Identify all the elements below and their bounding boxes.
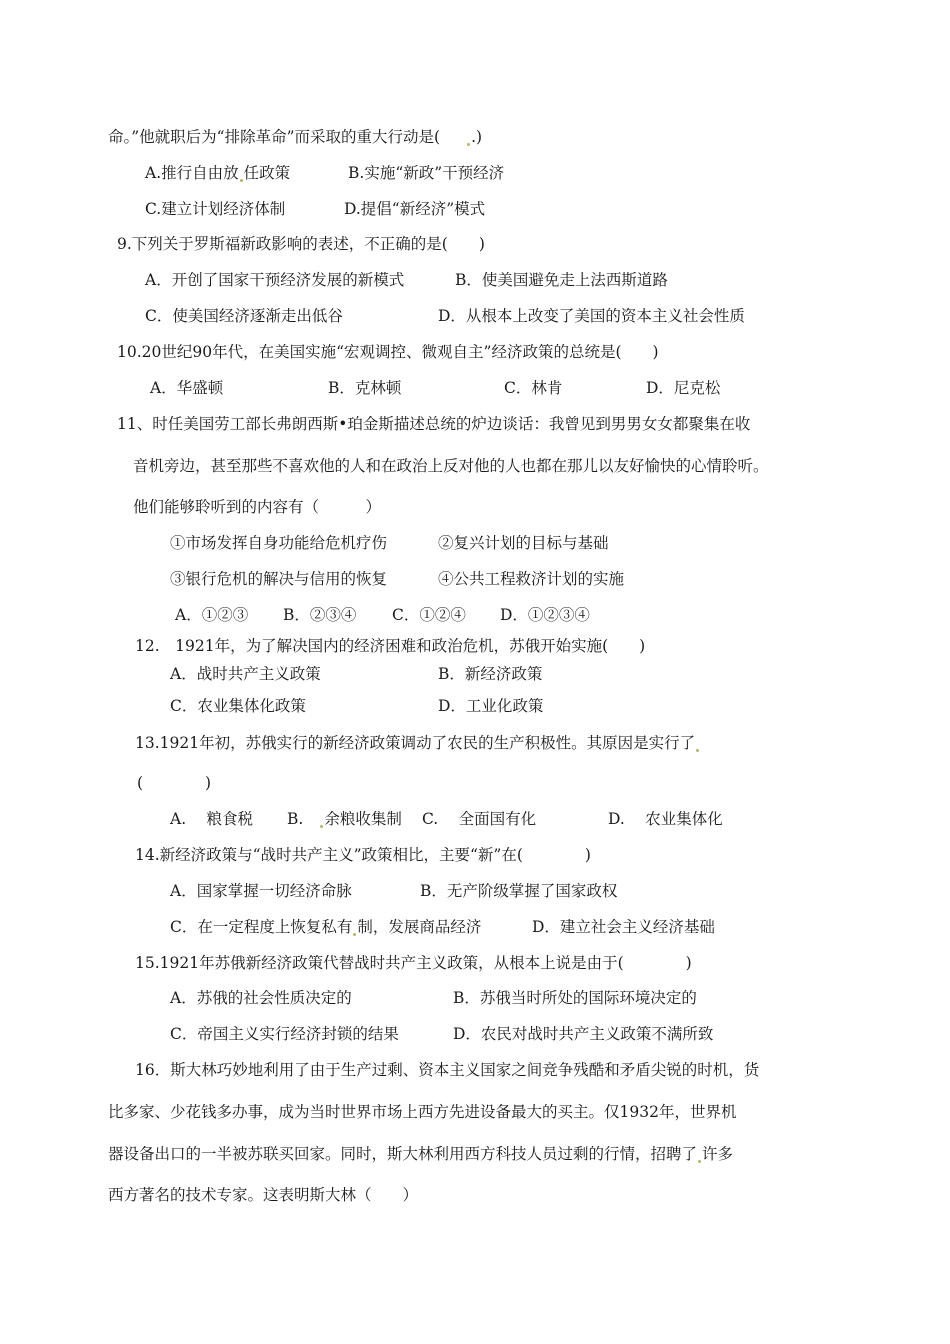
q8-option-a-part1: A.推行自由放 [145, 164, 239, 182]
q8-stem-text: 命。”他就职后为“排除革命”而采取的重大行动是( [108, 128, 441, 146]
q11-option-c: C．①②④ [392, 606, 466, 624]
q13-option-b-letter: B. [287, 810, 304, 828]
q10-option-a: A．华盛顿 [150, 379, 224, 397]
q14-stem: 14.新经济政策与“战时共产主义”政策相比，主要“新”在( ) [135, 846, 591, 864]
q11-option-a: A．①②③ [175, 606, 249, 624]
q16-stem-line1: 16．斯大林巧妙地利用了由于生产过剩、资本主义国家之间竞争残酷和矛盾尖锐的时机，货 [135, 1061, 760, 1079]
q9-option-c: C．使美国经济逐渐走出低谷 [145, 307, 343, 325]
q11-option-b: B．②③④ [283, 606, 357, 624]
q13-option-a: A. 粮食税 [170, 810, 254, 828]
q8-option-b: B.实施“新政”干预经济 [348, 164, 505, 182]
q11-stem-line1: 11、时任美国劳工部长弗朗西斯•珀金斯描述总统的炉边谈话：我曾见到男男女女都聚集在收 [117, 415, 751, 433]
q10-option-c: C．林肯 [504, 379, 563, 397]
q13-option-c: C. 全面国有化 [422, 810, 537, 828]
q8-stem-close: .) [471, 128, 483, 146]
q15-stem: 15.1921年苏俄新经济政策代替战时共产主义政策，从根本上说是由于( ) [135, 954, 692, 972]
q10-stem: 10.20世纪90年代，在美国实施“宏观调控、微观自主”经济政策的总统是( ) [117, 343, 659, 361]
q16-stem-line3-part2: 许多 [702, 1145, 734, 1163]
q15-option-a: A．苏俄的社会性质决定的 [170, 989, 352, 1007]
q11-item-4: ④公共工程救济计划的实施 [438, 570, 625, 588]
q12-option-b: B．新经济政策 [438, 665, 543, 683]
q15-option-b: B．苏俄当时所处的国际环境决定的 [453, 989, 697, 1007]
q16-stem-line2: 比多家、少花钱多办事，成为当时世界市场上西方先进设备最大的买主。仅1932年，世界机 [108, 1103, 737, 1121]
speck-mark [320, 825, 323, 828]
q9-option-a: A．开创了国家干预经济发展的新模式 [145, 271, 405, 289]
q14-option-d: D．建立社会主义经济基础 [532, 918, 715, 936]
q14-option-a: A．国家掌握一切经济命脉 [170, 882, 352, 900]
q16-stem-line4: 西方著名的技术专家。这表明斯大林（ ） [108, 1186, 419, 1204]
q8-option-c: C.建立计划经济体制 [145, 200, 286, 218]
q13-option-b [287, 809, 402, 829]
q13-option-d: D. 农业集体化 [608, 810, 723, 828]
q8-stem-tail [108, 127, 482, 147]
q10-option-d: D．尼克松 [646, 379, 721, 397]
speck-mark [467, 143, 470, 146]
q15-option-c: C．帝国主义实行经济封锁的结果 [170, 1025, 399, 1043]
q11-option-d: D．①②③④ [500, 606, 590, 624]
q11-item-3: ③银行危机的解决与信用的恢复 [170, 570, 388, 588]
q14-option-c-part2: 制，发展商品经济 [357, 918, 482, 936]
q9-option-d: D．从根本上改变了美国的资本主义社会性质 [438, 307, 745, 325]
q12-option-c: C．农业集体化政策 [170, 697, 306, 715]
q10-option-b: B．克林顿 [328, 379, 402, 397]
speck-mark [696, 749, 699, 752]
q11-item-1: ①市场发挥自身功能给危机疗伤 [170, 534, 388, 552]
q14-option-c-part1: C．在一定程度上恢复私有 [170, 918, 353, 936]
q9-stem: 9.下列关于罗斯福新政影响的表述，不正确的是( ) [117, 235, 485, 253]
q13-option-b-text: 余粮收集制 [324, 810, 402, 828]
q16-stem-line3 [108, 1144, 733, 1164]
q11-stem-line2: 音机旁边，甚至那些不喜欢他的人和在政治上反对他的人也都在那儿以友好愉快的心情聆听。 [133, 457, 769, 475]
q11-item-2: ②复兴计划的目标与基础 [438, 534, 609, 552]
q13-answer-bracket: ( ) [137, 774, 212, 792]
q12-option-a: A．战时共产主义政策 [170, 665, 321, 683]
q8-option-a-part2: 任政策 [243, 164, 291, 182]
q11-stem-line3: 他们能够聆听到的内容有（ ） [133, 498, 382, 516]
q16-stem-line3-part1: 器设备出口的一半被苏联买回家。同时，斯大林利用西方科技人员过剩的行情，招聘了 [108, 1145, 698, 1163]
speck-mark [240, 179, 243, 182]
q8-option-d: D.提倡“新经济”模式 [344, 200, 486, 218]
q14-option-b: B．无产阶级掌握了国家政权 [420, 882, 618, 900]
q14-option-c [170, 917, 481, 937]
q15-option-d: D．农民对战时共产主义政策不满所致 [453, 1025, 714, 1043]
speck-mark [698, 1160, 701, 1163]
q13-stem [135, 733, 700, 753]
q13-stem-text: 13.1921年初，苏俄实行的新经济政策调动了农民的生产积极性。其原因是实行了 [135, 734, 696, 752]
q12-stem: 12. 1921年，为了解决国内的经济困难和政治危机，苏俄开始实施( ) [135, 637, 646, 655]
q12-option-d: D．工业化政策 [438, 697, 544, 715]
q8-option-a [145, 163, 290, 183]
q9-option-b: B．使美国避免走上法西斯道路 [455, 271, 668, 289]
speck-mark [353, 933, 356, 936]
